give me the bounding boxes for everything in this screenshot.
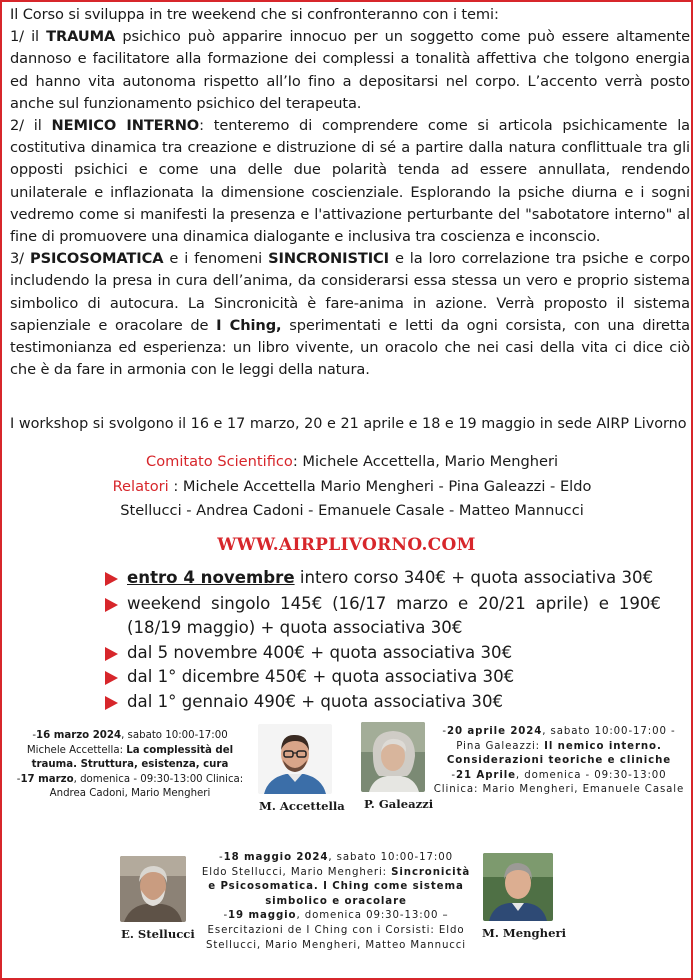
triangle-bullet-icon [105,671,118,685]
triangle-bullet-icon [105,696,118,710]
workshop-dates: I workshop si svolgono il 16 e 17 marzo, 20 e 21 aprile e 18 e 19 maggio in sede AIRP Livorno [10,416,687,432]
triangle-bullet-icon [105,647,118,661]
comitato-label: Comitato Scientifico [146,453,293,470]
price-item: weekend singolo 145€ (16/17 marzo e 20/21 aprile) e 190€ (18/19 maggio) + quota associativa 30€ [105,592,661,641]
relatori-line-2: Stellucci - Andrea Cadoni - Emanuele Casale - Matteo Mannucci [120,502,584,519]
price-item: entro 4 novembre intero corso 340€ + quota associativa 30€ [105,566,661,591]
relatori-label: Relatori [112,477,169,495]
intro-line: Il Corso si sviluppa in tre weekend che si confronteranno con i temi: [10,6,499,23]
price-item: dal 1° dicembre 450€ + quota associativa 30€ [105,665,661,690]
term-nemico-interno: NEMICO INTERNO [51,117,200,135]
photo-accettella [258,724,332,794]
relatori-line: Relatori : Michele Accettella Mario Mengheri - Pina Galeazzi - Eldo [112,477,592,495]
photo-stellucci [120,856,186,922]
caption-accettella: M. Accettella [259,799,345,813]
triangle-bullet-icon [105,572,118,586]
credits [82,450,622,524]
course-description [10,4,690,381]
term-psicosomatica: PSICOSOMATICA [29,250,164,268]
term-sincronistici: SINCRONISTICI [268,250,389,268]
schedule-weekend-3: -18 maggio 2024, sabato 10:00-17:00 Eldo Stellucci, Mario Mengheri: Sincronicità e Psicosomatica. I Ching come sistema simbolico e oracolare -19 maggio, domenica 09:30-13:00 – Esercitazioni de I Ching con i Corsisti: Eldo Stellucci, Mario Mengheri, Matteo Mannucci [201,852,471,951]
photo-galeazzi [361,722,425,792]
website-link[interactable]: WWW.AIRPLIVORNO.COM [217,535,476,555]
triangle-bullet-icon [105,598,118,612]
comitato-line: Comitato Scientifico: Michele Accettella, Mario Mengheri [146,453,558,470]
term-i-ching: I Ching, [216,316,282,334]
term-trauma: TRAUMA [46,28,116,46]
theme-nemico-interno: 2/ il NEMICO INTERNO: tenteremo di comprendere come si articola psichicamente la costitutiva dinamica tra creazione e distruzione di sé a partire dalla natura conflittuale tra gli opposti psichici e come una delle due polarità tenda ad essere annullata, rendendo unilaterale e inflazionata la dimensione coscienziale. Esplorando la psiche diurna e i sogni vedremo come si manifesti la presenza e l'attivazione perturbante del "sabotatore interno" al fine di promuovere una dinamica dialogante e inclusiva tra coscienza e inconscio. [10,117,690,246]
photo-mengheri [483,853,553,921]
price-list [105,566,661,715]
price-item: dal 5 novembre 400€ + quota associativa 30€ [105,641,661,666]
schedule-weekend-2: -20 aprile 2024, sabato 10:00-17:00 - Pina Galeazzi: Il nemico interno. Considerazioni teoriche e cliniche -21 Aprile, domenica - 09:30-13:00 Clinica: Mario Mengheri, Emanuele Casale [433,726,685,796]
theme-trauma: 1/ il TRAUMA psichico può apparire innocuo per un soggetto come può essere altamente dannoso e facilitatore alla formazione dei complessi a tonalità affettiva che tolgono energia ed hanno vita autonoma rispetto all’Io fino a depositarsi nel corpo. L’accento verrà posto anche sul funzionamento psichico del terapeuta. [10,28,690,112]
caption-galeazzi: P. Galeazzi [364,797,434,811]
schedule-weekend-1: -16 marzo 2024, sabato 10:00-17:00 Michele Accettella: La complessità del trauma. Struttura, esistenza, cura -17 marzo, domenica - 09:30-13:00 Clinica: Andrea Cadoni, Mario Mengheri [16,730,244,800]
caption-stellucci: E. Stellucci [121,927,195,941]
theme-psicosomatica: 3/ PSICOSOMATICA e i fenomeni SINCRONISTICI e la loro correlazione tra psiche e corpo includendo la presa in cura dell’anima, da considerarsi essa stessa un vero e proprio sistema simbolico di autocura. La Sincronicità è fare-anima in azione. Verrà proposto il sistema sapienziale e oracolare de I Ching, sperimentati e letti da ogni corsista, con una diretta testimonianza ed esperienza: un libro vivente, un oracolo che nei casi della vita ci dice ciò che è da fare in armonia con le leggi della natura. [10,250,691,379]
caption-mengheri: M. Mengheri [482,926,566,940]
price-item: dal 1° gennaio 490€ + quota associativa 30€ [105,690,661,715]
